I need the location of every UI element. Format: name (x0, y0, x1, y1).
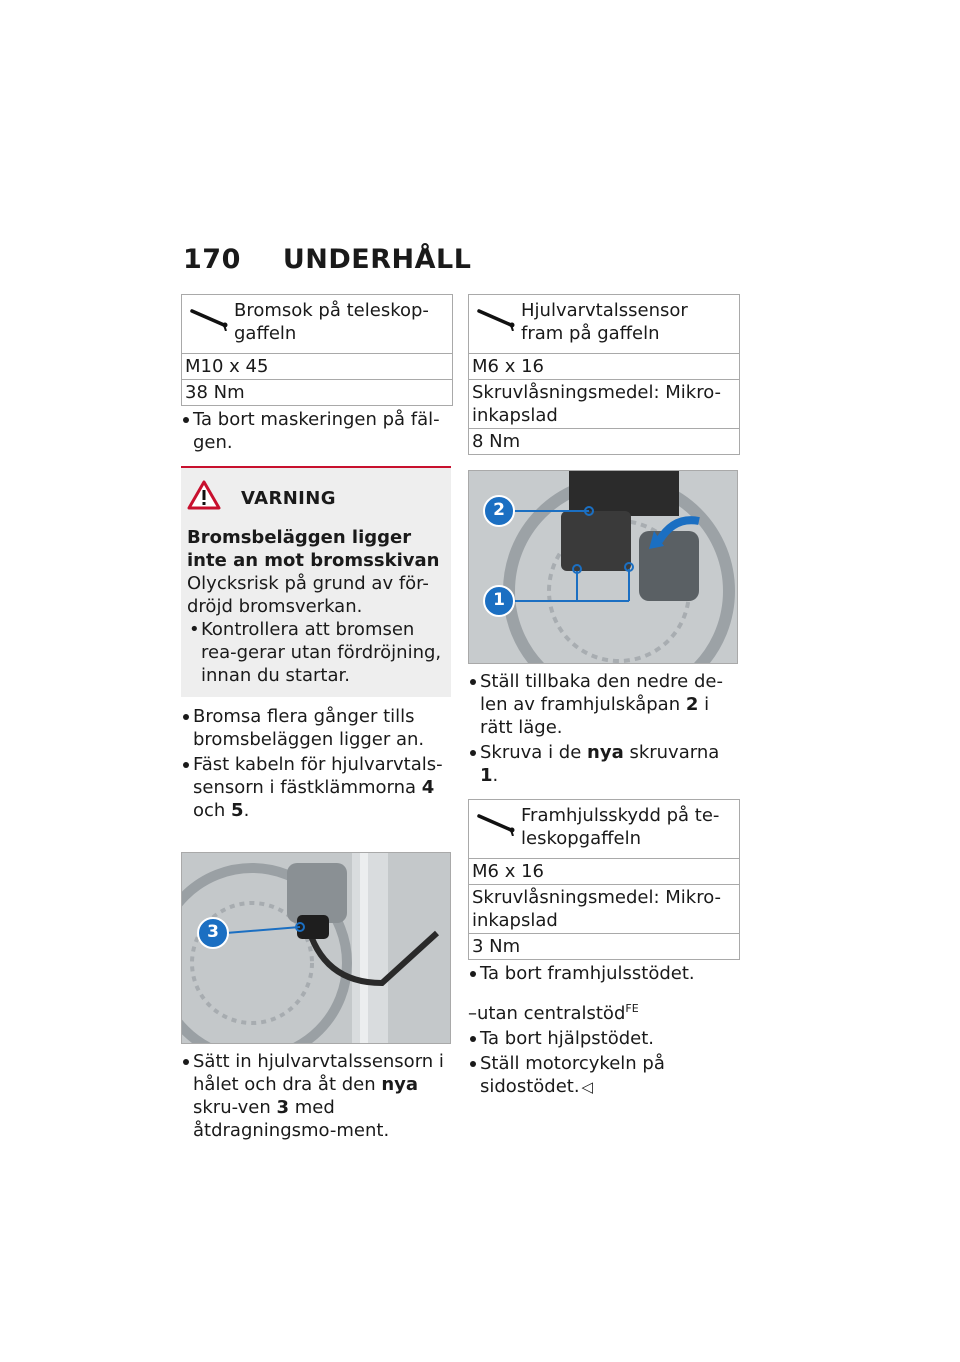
spec-table (468, 799, 740, 960)
step-item: Ta bort maskeringen på fäl-gen. (181, 408, 451, 454)
callout-number: 1 (493, 590, 505, 610)
torque-wrench-icon (477, 804, 521, 850)
callout-number: 3 (207, 922, 219, 942)
photo-fork-sensor (468, 470, 738, 664)
page-header (183, 244, 471, 275)
warning-heading: Bromsbeläggen ligger inte an mot bromsskivan (187, 527, 440, 571)
spec-row: Skruvlåsningsmedel: Mikro-inkapslad (469, 380, 739, 429)
step-item: Sätt in hjulvarvtalssensorn i hålet och dra åt den nya skru-ven 3 med åtdragningsmo-ment. (181, 1050, 451, 1142)
warning-subitem: • Kontrollera att bromsen rea-gerar utan fördröjning, innan du startar. (187, 618, 443, 687)
step-item: Ta bort framhjulsstödet. (468, 962, 738, 985)
spec-title: Framhjulsskydd på te-leskopgaffeln (521, 805, 720, 849)
right-column (468, 294, 738, 1099)
step-item: Fäst kabeln för hjulvarvtals-sensorn i fästklämmorna 4 och 5. (181, 753, 451, 822)
warning-label: VARNING (241, 487, 336, 509)
end-mark-icon: ◁ (581, 1078, 594, 1096)
step-item: Skruva i de nya skruvarna 1. (468, 741, 738, 787)
step-item: Ta bort hjälpstödet. (468, 1027, 738, 1050)
step-item: Bromsa flera gånger tills bromsbeläggen ligger an. (181, 705, 451, 751)
photo-sensor-cable (181, 852, 451, 1044)
spec-row: 8 Nm (472, 431, 521, 452)
spec-title: Hjulvarvtalssensor fram på gaffeln (521, 300, 688, 344)
spec-header (182, 295, 452, 354)
step-item: Ställ tillbaka den nedre de-len av framhjulskåpan 2 i rätt läge. (468, 670, 738, 739)
section-title: UNDERHÅLL (282, 244, 472, 275)
spec-header (469, 295, 739, 354)
warning-text: Olycksrisk på grund av för-dröjd bromsverkan. (187, 573, 429, 617)
spec-row: M6 x 16 (469, 354, 739, 380)
spec-table (181, 294, 453, 406)
spec-header (469, 800, 739, 859)
left-column (181, 294, 451, 1142)
spec-row: 3 Nm (472, 936, 521, 957)
page-number: 170 (183, 244, 241, 275)
spec-title: Bromsok på teleskop-gaffeln (234, 300, 429, 344)
condition-line: –utan centralstöd$^{FE}$ (468, 1002, 639, 1024)
spec-row: M10 x 45 (182, 354, 452, 380)
spec-row: M6 x 16 (469, 859, 739, 885)
spec-row: 38 Nm (185, 382, 245, 403)
spec-table (468, 294, 740, 455)
spec-row: Skruvlåsningsmedel: Mikro-inkapslad (469, 885, 739, 934)
warning-triangle-icon (187, 480, 221, 516)
callout-number: 2 (493, 500, 505, 520)
torque-wrench-icon (190, 299, 234, 345)
warning-box (181, 466, 451, 697)
step-item: Ställ motorcykeln på sidostödet. ◁ (468, 1052, 738, 1099)
warning-title (187, 480, 443, 516)
torque-wrench-icon (477, 299, 521, 345)
